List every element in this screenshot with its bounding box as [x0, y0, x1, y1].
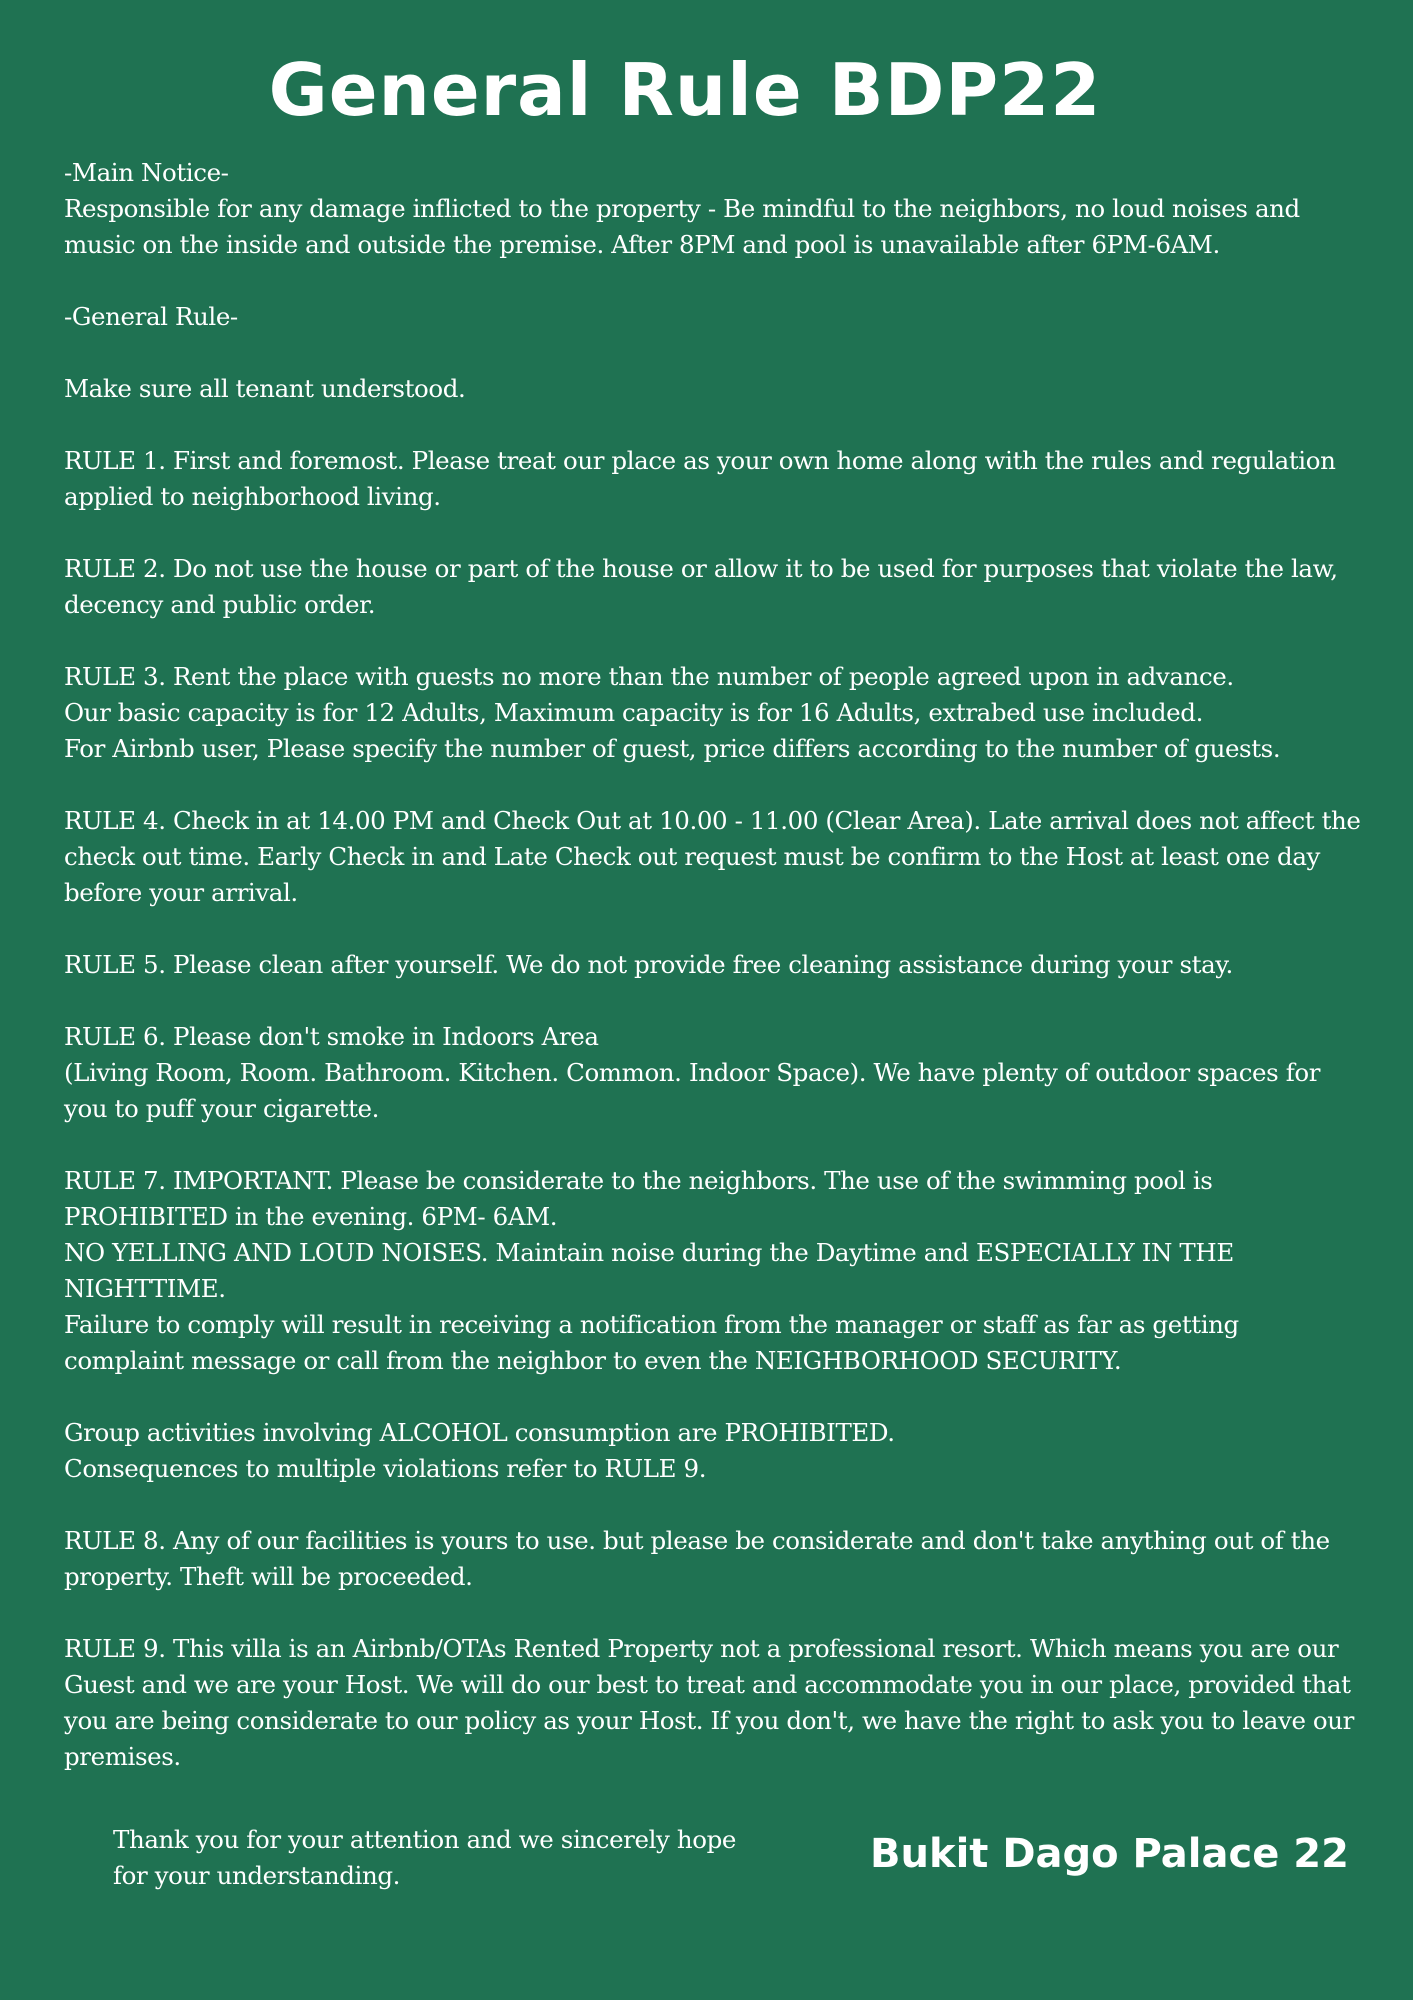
- rule-9: [64, 1631, 1364, 1775]
- rule-5: [64, 947, 1364, 983]
- signature: Bukit Dago Palace 22: [870, 1831, 1349, 1877]
- main-notice-heading: -Main Notice-: [64, 158, 229, 187]
- rule-5-text: RULE 5. Please clean after yourself. We do not provide free cleaning assistance during your stay.: [64, 950, 1233, 979]
- rule-2: [64, 551, 1364, 623]
- rule-4-text: RULE 4. Check in at 14.00 PM and Check Out at 10.00 - 11.00 (Clear Area). Late arrival does not affect the check out time. Early Check in and Late Check out request must be confirm to the Host at least one day before your arrival.: [64, 806, 1361, 907]
- rule-4: [64, 803, 1364, 911]
- rule-6-line: (Living Room, Room. Bathroom. Kitchen. Common. Indoor Space). We have plenty of outdoor spaces for you to puff your cigarette.: [64, 1058, 1321, 1123]
- rule-1-text: RULE 1. First and foremost. Please treat our place as your own home along with the rules and regulation applied to neighborhood living.: [64, 446, 1336, 511]
- rule-6: [64, 1019, 1364, 1127]
- main-notice-section: [64, 155, 1364, 263]
- rule-9-text: RULE 9. This villa is an Airbnb/OTAs Rented Property not a professional resort. Which means you are our Guest and we are your Host. We will do our best to treat and accommodate you in our place, provided that you are being considerate to our policy as your Host. If you don't, we have the right to ask you to leave our premises.: [64, 1634, 1354, 1771]
- rule-1: [64, 443, 1364, 515]
- general-rule-heading-section: [64, 299, 1364, 335]
- rule-3-line: RULE 3. Rent the place with guests no more than the number of people agreed upon in advance.: [64, 662, 1234, 691]
- rule-3-line: For Airbnb user, Please specify the number of guest, price differs according to the number of guests.: [64, 734, 1281, 763]
- rule-2-text: RULE 2. Do not use the house or part of the house or allow it to be used for purposes that violate the law, decency and public order.: [64, 554, 1338, 619]
- alcohol-line: Group activities involving ALCOHOL consumption are PROHIBITED.: [64, 1418, 895, 1447]
- main-notice-text: Responsible for any damage inflicted to the property - Be mindful to the neighbors, no loud noises and music on the inside and outside the premise. After 8PM and pool is unavailable after 6PM-6AM.: [64, 194, 1300, 259]
- rule-7-line: RULE 7. IMPORTANT. Please be considerate to the neighbors. The use of the swimming pool is PROHIBITED in the evening. 6PM- 6AM.: [64, 1166, 1213, 1231]
- page-title: General Rule BDP22: [268, 48, 1102, 132]
- rule-6-line: RULE 6. Please don't smoke in Indoors Area: [64, 1022, 599, 1051]
- rule-3-line: Our basic capacity is for 12 Adults, Maximum capacity is for 16 Adults, extrabed use included.: [64, 698, 1203, 727]
- rule-7-line: NO YELLING AND LOUD NOISES. Maintain noise during the Daytime and ESPECIALLY IN THE NIGHTTIME.: [64, 1238, 1234, 1303]
- alcohol-notice: [64, 1415, 1364, 1487]
- rule-8: [64, 1523, 1364, 1595]
- rule-7: [64, 1163, 1364, 1379]
- rule-7-line: Failure to comply will result in receiving a notification from the manager or staff as far as getting complaint message or call from the neighbor to even the NEIGHBORHOOD SECURITY.: [64, 1310, 1239, 1375]
- intro-text: Make sure all tenant understood.: [64, 374, 466, 403]
- alcohol-line: Consequences to multiple violations refer to RULE 9.: [64, 1454, 707, 1483]
- rule-3: [64, 659, 1364, 767]
- general-rule-heading: -General Rule-: [64, 302, 238, 331]
- rules-document: [64, 155, 1364, 1811]
- rule-8-text: RULE 8. Any of our facilities is yours to use. but please be considerate and don't take anything out of the property. Theft will be proceeded.: [64, 1526, 1330, 1591]
- intro-section: [64, 371, 1364, 407]
- thank-you-note: Thank you for your attention and we sincerely hope for your understanding.: [113, 1825, 736, 1890]
